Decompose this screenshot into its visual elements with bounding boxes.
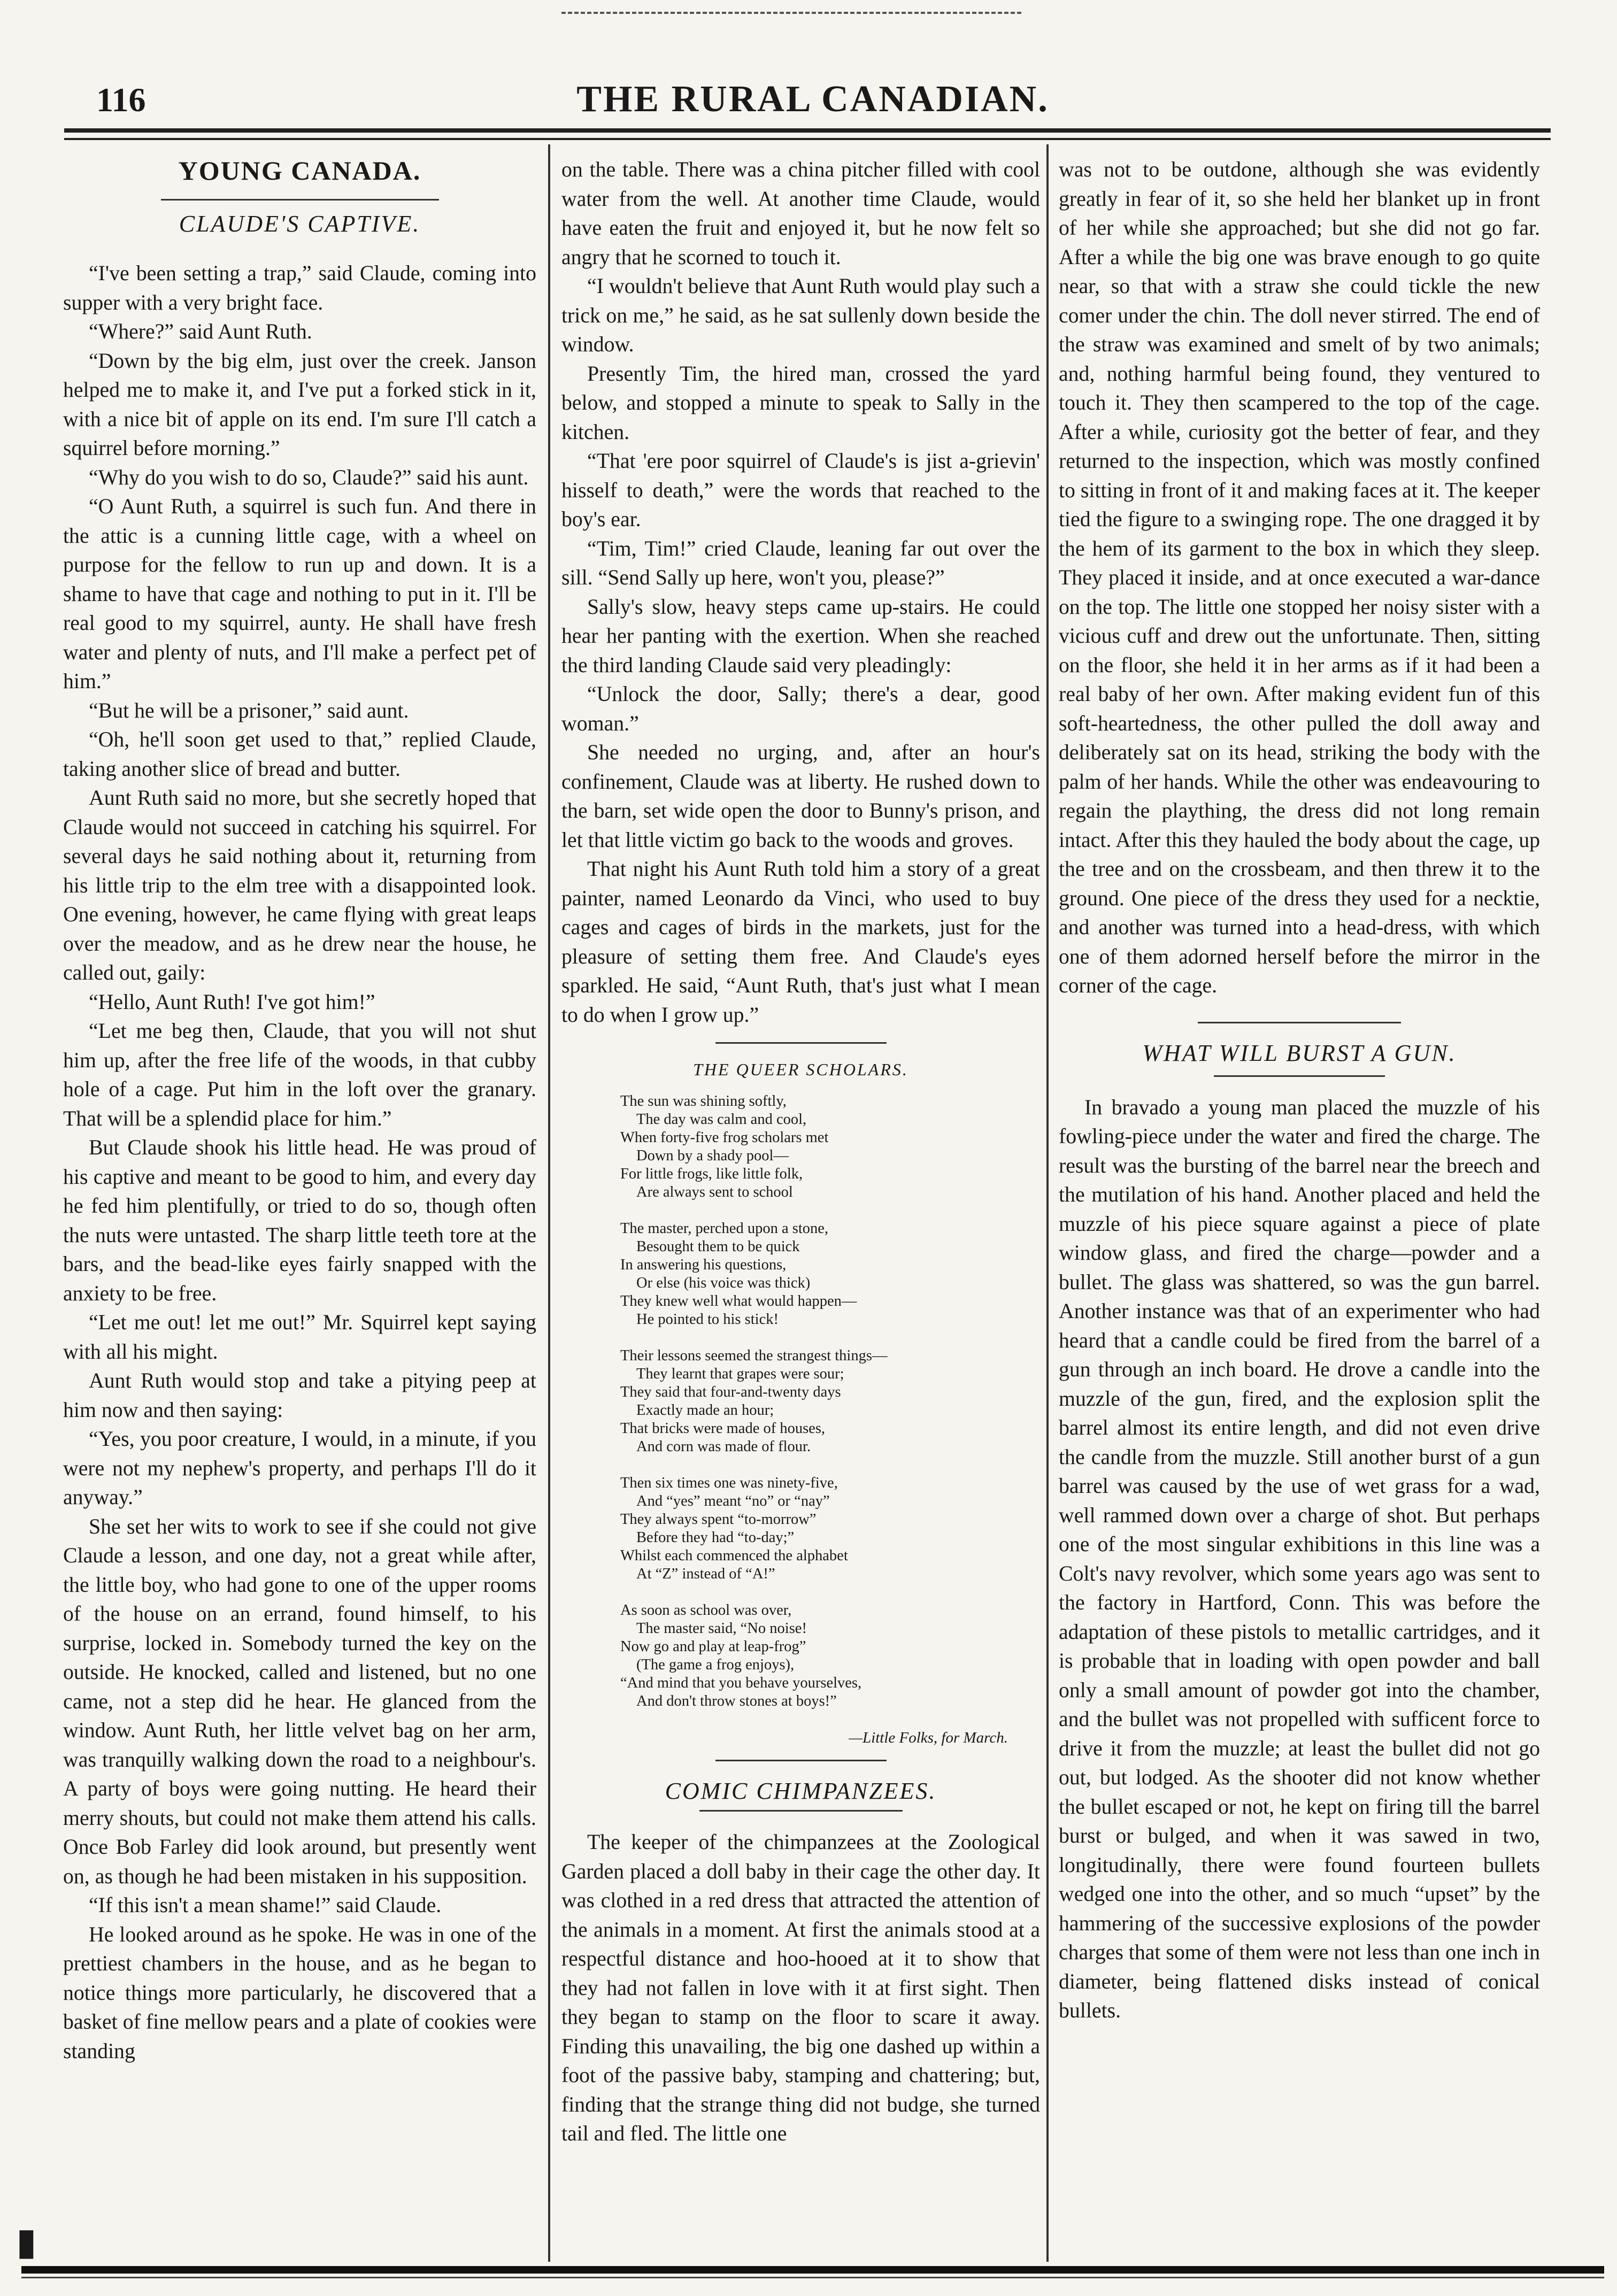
paragraph: “That 'ere poor squirrel of Claude's is jist a-grievin' hisself to death,” were the words that reached to the boy's ear.: [561, 449, 1040, 531]
poem-line: Or else (his voice was thick): [636, 1275, 811, 1291]
column-1: [63, 155, 536, 2262]
paragraph: was not to be outdone, although she was evidently greatly in fear of it, so she held her blanket up in front of her while she approached; but she did not go far. After a while the big one was brave enough to go quite near, so that with a straw she could tickle the new comer under the chin. The doll never stirred. The end of the straw was examined and smelt of by two animals; and, nothing harmful being found, they ventured to touch it. They then scampered to the top of the cage. After a while, curiosity got the better of fear, and they returned to the inspection, which was mostly confined to sitting in front of it and making faces at it. The keeper tied the figure to a swinging rope. The one dragged it by the hem of its garment to the box in which they sleep. They placed it inside, and at once executed a war-dance on the top. The little one stopped her noisy sister with a vicious cuff and drew out the unfortunate. Then, sitting on the floor, she held it in her arms as if it had been a real baby of her own. After making evident fun of this soft-heartedness, the other pulled the doll away and deliberately sat on its head, striking the body with the palm of her hands. While the other was endeavouring to regain the plaything, the dress did not long remain intact. After this they hauled the body about the cage, up the tree and on the crossbeam, and then threw it to the ground. One piece of the dress they used for a necktie, and another was turned into a head-dress, with which one of them adorned herself before the mirror in the corner of the cage.: [1059, 158, 1540, 997]
poem-stanza: [620, 1092, 1040, 1201]
poem: [620, 1092, 1040, 1747]
paragraph: She set her wits to work to see if she could not give Claude a lesson, and one day, not a great while after, the little boy, who had gone to one of the upper rooms of the house on an errand, found himself, to his surprise, locked in. Somebody turned the key on the outside. He knocked, called and listened, but no one came, not a step did he hear. He glanced from the window. Aunt Ruth, her little velvet bag on her arm, was tranquilly walking down the road to a neighbour's. A party of boys were going nutting. He heard their merry shouts, but could not make them attend his calls. Once Bob Farley did look around, but presently went on, as though he had been mistaken in his supposition.: [63, 1514, 536, 1888]
paragraph: Aunt Ruth said no more, but she secretly hoped that Claude would not succeed in catching his squirrel. For several days he said nothing about it, returning from his little trip to the elm tree with a disappointed look. One evening, however, he came flying with great leaps over the meadow, and as he drew near the house, he called out, gaily:: [63, 786, 536, 984]
poem-line: In answering his questions,: [620, 1257, 787, 1273]
paragraph: “But he will be a prisoner,” said aunt.: [89, 698, 409, 722]
paragraph: “Yes, you poor creature, I would, in a minute, if you were not my nephew's property, and perhaps I'll do it anyway.”: [63, 1427, 536, 1509]
story-body-continued: [561, 155, 1040, 1029]
poem-title: THE QUEER SCHOLARS.: [693, 1060, 908, 1079]
poem-line: And corn was made of flour.: [636, 1438, 811, 1455]
poem-line: As soon as school was over,: [620, 1602, 792, 1619]
poem-stanza: [620, 1220, 1040, 1329]
paragraph: “I've been setting a trap,” said Claude, coming into supper with a very bright face.: [63, 261, 536, 314]
poem-line: Then six times one was ninety-five,: [620, 1475, 838, 1491]
poem-line: Whilst each commenced the alphabet: [620, 1547, 848, 1564]
poem-line: When forty-five frog scholars met: [620, 1129, 829, 1146]
paragraph: The keeper of the chimpanzees at the Zoological Garden placed a doll baby in their cage the other day. It was clothed in a red dress that attracted the attention of the animals in a moment. At first the animals stood at a respectful distance and hoo-hooed at it to show that they had not fallen in love with it at first sight. Then they began to stamp on the floor to scare it away. Finding this unavailing, the big one dashed up within a foot of the passive baby, stamping and chattering; but, finding that the strange thing did not budge, she turned tail and fled. The little one: [561, 1830, 1040, 2145]
poem-line: At “Z” instead of “A!”: [636, 1566, 775, 1582]
publication-title: THE RURAL CANADIAN.: [576, 79, 1049, 120]
paragraph: on the table. There was a china pitcher filled with cool water from the well. At another time Claude, would have eaten the fruit and enjoyed it, but he now felt so angry that he scorned to touch it.: [561, 158, 1040, 269]
column-divider: [1046, 144, 1049, 2262]
paragraph: “Oh, he'll soon get used to that,” replied Claude, taking another slice of bread and butter.: [63, 728, 536, 781]
poem-stanza: [620, 1474, 1040, 1583]
section-heading: YOUNG CANADA.: [178, 156, 421, 186]
paragraph: “Why do you wish to do so, Claude?” said his aunt.: [89, 465, 529, 489]
poem-line: The master said, “No noise!: [636, 1620, 807, 1637]
title-underline: [1214, 1075, 1385, 1077]
story-body: [561, 1828, 1040, 2148]
poem-line: Down by a shady pool—: [636, 1147, 789, 1164]
paragraph: He looked around as he spoke. He was in one of the prettiest chambers in the house, and as he began to notice things more particularly, he discovered that a basket of fine mellow pears and a plate of cookies were standing: [63, 1922, 536, 2063]
poem-line: He pointed to his stick!: [636, 1311, 779, 1328]
column-divider: [548, 144, 550, 2262]
column-3: [1059, 155, 1540, 2262]
poem-line: They learnt that grapes were sour;: [636, 1366, 844, 1382]
poem-line: They said that four-and-twenty days: [620, 1384, 841, 1400]
section-underline: [161, 199, 439, 201]
poem-line: Besought them to be quick: [636, 1238, 800, 1255]
poem-attribution: —Little Folks, for March.: [849, 1729, 1008, 1746]
paragraph: “O Aunt Ruth, a squirrel is such fun. And there in the attic is a cunning little cage, with a wheel on purpose for the fellow to run up and down. It is a shame to have that cage and nothing to put in it. I'll be real good to my squirrel, aunty. He shall have fresh water and plenty of nuts, and I'll make a perfect pet of him.”: [63, 495, 536, 693]
paragraph: “If this isn't a mean shame!” said Claude.: [89, 1893, 442, 1917]
paragraph: “Hello, Aunt Ruth! I've got him!”: [89, 990, 375, 1014]
poem-line: The day was calm and cool,: [636, 1111, 807, 1128]
header-rule-thin: [64, 138, 1551, 140]
poem-line: Their lessons seemed the strangest things—: [620, 1347, 888, 1364]
poem-stanza: [620, 1347, 1040, 1456]
paragraph: Presently Tim, the hired man, crossed the yard below, and stopped a minute to speak to Sally in the kitchen.: [561, 361, 1040, 444]
poem-line: Exactly made an hour;: [636, 1402, 774, 1419]
poem-line: For little frogs, like little folk,: [620, 1166, 803, 1182]
paragraph: “Down by the big elm, just over the creek. Janson helped me to make it, and I've put a forked stick in it, with a nice bit of apple on its end. I'm sure I'll catch a squirrel before morning.”: [63, 349, 536, 460]
paragraph: She needed no urging, and, after an hour's confinement, Claude was at liberty. He rushed down to the barn, set wide open the door to Bunny's prison, and let that little victim go back to the woods and groves.: [561, 741, 1040, 852]
separator-rule: [1198, 1022, 1401, 1023]
story-body-continued: [1059, 155, 1540, 1000]
poem-line: “And mind that you behave yourselves,: [620, 1675, 862, 1691]
paragraph: Aunt Ruth would stop and take a pitying peep at him now and then saying:: [63, 1369, 536, 1422]
paragraph: “I wouldn't believe that Aunt Ruth would play such a trick on me,” he said, as he sat sullenly down beside the window.: [561, 274, 1040, 356]
separator-rule: [715, 1042, 887, 1044]
paragraph: But Claude shook his little head. He was proud of his captive and meant to be good to him, and every day he fed him plentifully, or tried to do so, though often the nuts were untasted. The sharp little teeth tore at the bars, and the bead-like eyes fairly snapped with the anxiety to be free.: [63, 1136, 536, 1305]
column-2: [561, 155, 1040, 2262]
paragraph: “Let me beg then, Claude, that you will not shut him up, after the free life of the woods, in that cubby hole of a cage. Put him in the loft over the granary. That will be a splendid place for him.”: [63, 1019, 536, 1130]
poem-line: And don't throw stones at boys!”: [636, 1693, 837, 1709]
paragraph: Sally's slow, heavy steps came up-stairs. He could hear her panting with the exertion. When she reached the third landing Claude said very pleadingly:: [561, 595, 1040, 677]
poem-line: (The game a frog enjoys),: [636, 1656, 795, 1673]
story-title: CLAUDE'S CAPTIVE.: [179, 211, 421, 237]
story-body: [1059, 1093, 1540, 2025]
paragraph: That night his Aunt Ruth told him a story of a great painter, named Leonardo da Vinci, who used to buy cages and cages of birds in the markets, just for the pleasure of setting them free. And Claude's eyes sparkled. He said, “Aunt Ruth, that's just what I mean to do when I grow up.”: [561, 857, 1040, 1027]
separator-rule: [715, 1760, 887, 1761]
top-dashed-rule: [561, 12, 1021, 14]
paragraph: “Unlock the door, Sally; there's a dear, good woman.”: [561, 682, 1040, 735]
story-title: COMIC CHIMPANZEES.: [665, 1778, 937, 1804]
paragraph: “Where?” said Aunt Ruth.: [89, 320, 312, 343]
story-body: [63, 259, 536, 2066]
paragraph: “Let me out! let me out!” Mr. Squirrel kept saying with all his might.: [63, 1311, 536, 1363]
poem-stanza: [620, 1601, 1040, 1711]
poem-line: They knew well what would happen—: [620, 1293, 857, 1309]
poem-line: Now go and play at leap-frog”: [620, 1638, 806, 1655]
page-number: 116: [96, 81, 146, 119]
title-underline: [699, 1810, 903, 1812]
poem-line: The master, perched upon a stone,: [620, 1220, 829, 1237]
margin-mark: ▮: [16, 2222, 37, 2263]
bottom-rule-thin: [21, 2277, 1604, 2278]
poem-line: That bricks were made of houses,: [620, 1420, 826, 1437]
bottom-rule: [21, 2266, 1604, 2274]
poem-line: They always spent “to-morrow”: [620, 1511, 817, 1528]
paragraph: “Tim, Tim!” cried Claude, leaning far out over the sill. “Send Sally up here, won't you, please?”: [561, 536, 1040, 589]
story-title: WHAT WILL BURST A GUN.: [1142, 1039, 1457, 1066]
poem-line: And “yes” meant “no” or “nay”: [636, 1493, 830, 1509]
header-rule: [64, 128, 1551, 133]
poem-line: Are always sent to school: [636, 1184, 793, 1200]
page-header: [75, 75, 1551, 134]
poem-line: The sun was shining softly,: [620, 1093, 787, 1110]
poem-line: Before they had “to-day;”: [636, 1529, 795, 1546]
paragraph: In bravado a young man placed the muzzle of his fowling-piece under the water and fired the charge. The result was the bursting of the barrel near the breech and the mutilation of his hand. Another placed and held the muzzle of his piece square against a piece of plate window glass, and fired the charge—powder and a bullet. The glass was shattered, so was the gun barrel. Another instance was that of an experimenter who had heard that a candle could be fired from the barrel of a gun through an inch board. He drove a candle into the muzzle of the gun, fired, and the explosion split the barrel almost its entire length, and did not even drive the candle from the muzzle. Still another burst of a gun barrel was caused by the use of wet grass for a wad, well rammed down over a charge of shot. But perhaps one of the most singular exhibitions in this line was a Colt's navy revolver, which some years ago was sent to the factory in Hartford, Conn. This was before the adaptation of these pistols to metallic cartridges, and it is probable that in loading with open powder and ball only a small amount of powder got into the chamber, and the bullet was not propelled with sufficent force to drive it from the muzzle; at least the bullet did not go out, but lodged. As the shooter did not know whether the bullet escaped or not, he kept on firing till the barrel burst or bulged, and when it was sawed in two, longitudinally, there were found fourteen bullets wedged one into the other, and so much “upset” by the hammering of the successive explosions of the powder charges that some of them were not less than one inch in diameter, being flattened disks instead of conical bullets.: [1059, 1095, 1540, 2022]
